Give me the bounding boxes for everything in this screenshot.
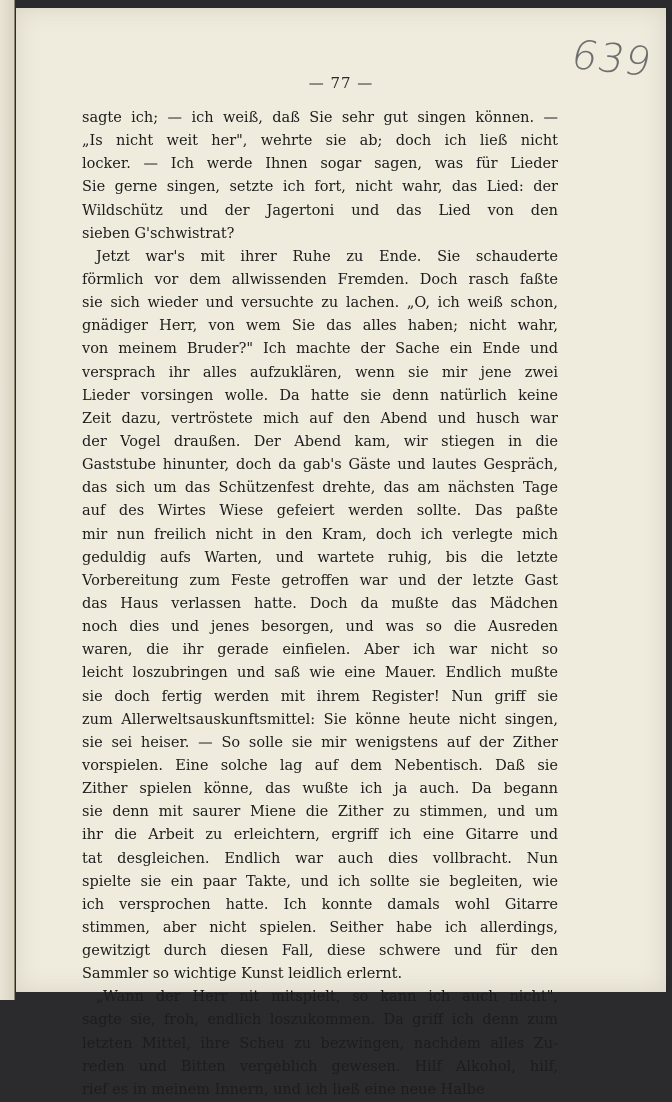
text-line: sie sich wieder und versuchte zu lachen. „O, ich weiß schon, bbox=[82, 295, 558, 312]
text-line: leicht loszubringen und saß wie eine Mauer. Endlich mußte bbox=[82, 665, 558, 682]
paragraph bbox=[82, 986, 558, 1102]
text-line: rief es in meinem Innern, und ich ließ eine neue Halbe bbox=[82, 1081, 485, 1098]
text-line: noch dies und jenes besorgen, und was so die Ausreden bbox=[82, 619, 558, 636]
book-page bbox=[16, 8, 666, 1098]
text-line: spielte sie ein paar Takte, und ich sollte sie begleiten, wie bbox=[82, 873, 558, 890]
text-line: sie doch fertig werden mit ihrem Register! Nun griff sie bbox=[82, 688, 558, 705]
left-page-edge bbox=[0, 0, 15, 1000]
text-line: Sie gerne singen, setzte ich fort, nicht wahr, das Lied: der bbox=[82, 179, 558, 196]
text-line: das Haus verlassen hatte. Doch da mußte das Mädchen bbox=[82, 595, 558, 612]
text-line: das sich um das Schützenfest drehte, das am nächsten Tage bbox=[82, 480, 558, 497]
text-line: Zither spielen könne, das wußte ich ja auch. Da begann bbox=[82, 781, 558, 798]
text-line: der Vogel draußen. Der Abend kam, wir stiegen in die bbox=[82, 433, 558, 450]
text-line: locker. — Ich werde Ihnen sogar sagen, was für Lieder bbox=[82, 156, 558, 173]
text-line: letzten Mittel, ihre Scheu zu bezwingen, nachdem alles Zu- bbox=[82, 1035, 558, 1052]
text-line: „Wann der Herr nit mitspielt, so kann ich auch nicht", bbox=[96, 989, 558, 1006]
text-line: „Is nicht weit her", wehrte sie ab; doch ich ließ nicht bbox=[82, 133, 558, 150]
text-line: zum Allerweltsauskunftsmittel: Sie könne heute nicht singen, bbox=[82, 711, 558, 728]
text-line: förmlich vor dem allwissenden Fremden. Doch rasch faßte bbox=[82, 271, 558, 288]
text-line: Wildschütz und der Jagertoni und das Lied von den bbox=[82, 202, 558, 219]
text-line: von meinem Bruder?" Ich machte der Sache ein Ende und bbox=[82, 341, 558, 358]
text-line: reden und Bitten vergeblich gewesen. Hilf Alkohol, hilf, bbox=[82, 1058, 558, 1075]
text-line: sie sei heiser. — So solle sie mir wenigstens auf der Zither bbox=[82, 734, 558, 751]
text-line: auf des Wirtes Wiese gefeiert werden sollte. Das paßte bbox=[82, 503, 558, 520]
text-line: versprach ihr alles aufzuklären, wenn sie mir jene zwei bbox=[82, 364, 558, 381]
text-line: gnädiger Herr, von wem Sie das alles haben; nicht wahr, bbox=[82, 318, 558, 335]
text-line: ich versprochen hatte. Ich konnte damals wohl Gitarre bbox=[82, 896, 558, 913]
text-line: mir nun freilich nicht in den Kram, doch ich verlegte mich bbox=[82, 526, 558, 543]
text-line: ihr die Arbeit zu erleichtern, ergriff ich eine Gitarre und bbox=[82, 827, 558, 844]
text-line: sie denn mit saurer Miene die Zither zu stimmen, und um bbox=[82, 804, 558, 821]
text-line: stimmen, aber nicht spielen. Seither habe ich allerdings, bbox=[82, 919, 558, 936]
text-line: sieben G'schwistrat? bbox=[82, 225, 235, 242]
text-line: vorspielen. Eine solche lag auf dem Nebentisch. Daß sie bbox=[82, 757, 558, 774]
text-line: sagte ich; — ich weiß, daß Sie sehr gut singen können. — bbox=[82, 110, 558, 126]
text-line: Vorbereitung zum Feste getroffen war und der letzte Gast bbox=[82, 572, 558, 589]
text-line: Gaststube hinunter, doch da gab's Gäste und lautes Gespräch, bbox=[82, 457, 558, 474]
handwritten-folio-number: 639 bbox=[566, 32, 657, 86]
body-text bbox=[82, 107, 558, 1102]
text-line: Jetzt war's mit ihrer Ruhe zu Ende. Sie schauderte bbox=[96, 248, 558, 265]
text-line: waren, die ihr gerade einfielen. Aber ich war nicht so bbox=[82, 642, 558, 659]
paragraph bbox=[82, 107, 558, 246]
text-line: Sammler so wichtige Kunst leidlich erlernt. bbox=[82, 966, 403, 983]
text-line: gewitzigt durch diesen Fall, diese schwere und für den bbox=[82, 943, 558, 960]
page-number: — 77 — bbox=[308, 74, 374, 92]
text-line: Lieder vorsingen wolle. Da hatte sie denn natürlich keine bbox=[82, 387, 558, 404]
text-line: Zeit dazu, vertröstete mich auf den Abend und husch war bbox=[82, 410, 558, 427]
paragraph bbox=[82, 246, 558, 987]
text-line: geduldig aufs Warten, und wartete ruhig, bis die letzte bbox=[82, 549, 558, 566]
text-line: tat desgleichen. Endlich war auch dies vollbracht. Nun bbox=[82, 850, 558, 867]
text-line: sagte sie, froh, endlich loszukommen. Da griff ich denn zum bbox=[82, 1012, 558, 1029]
